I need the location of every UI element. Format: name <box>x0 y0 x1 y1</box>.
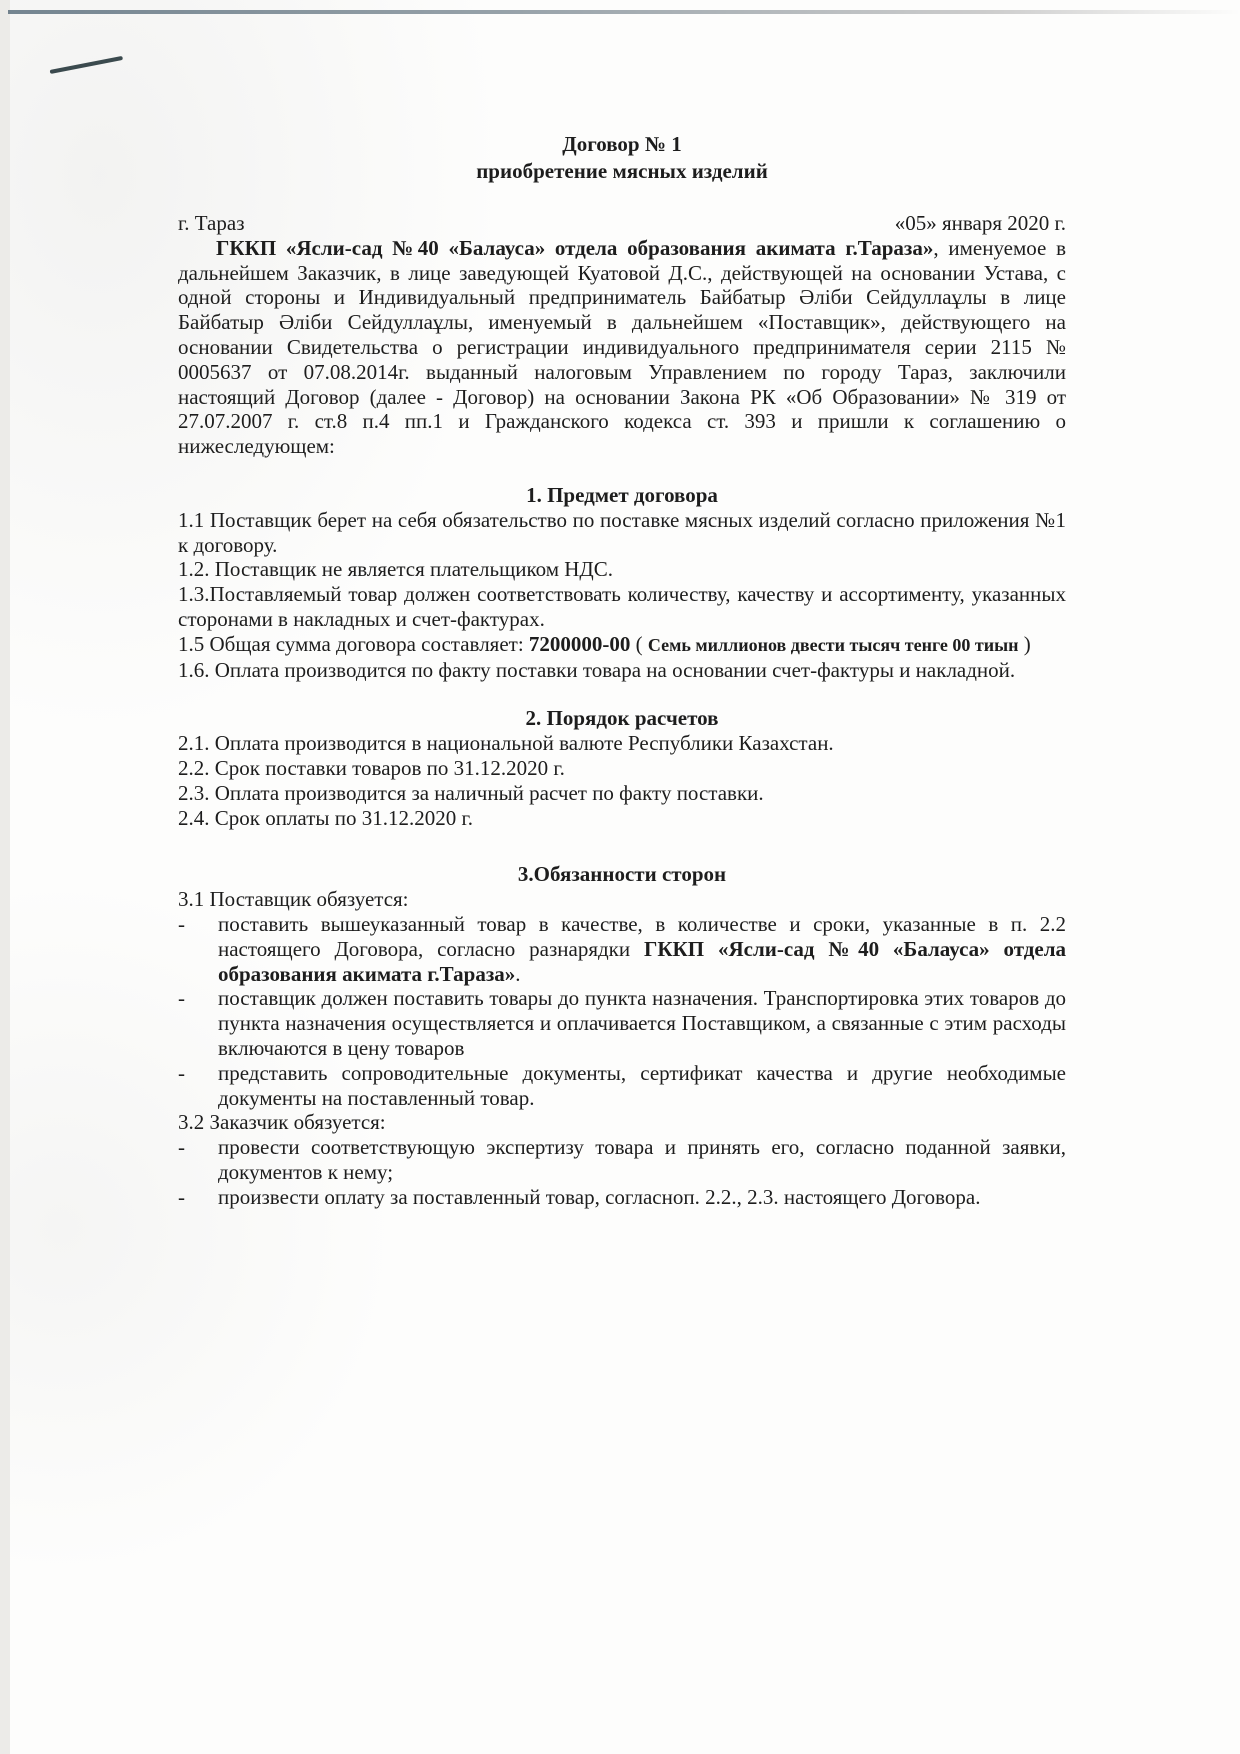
supplier-duty-1-text: поставить вышеуказанный товар в качестве, в количестве и сроки, указанные в п. 2.2 настоящего Договора, согласно разнарядки <box>218 911 1066 961</box>
list-dash: - <box>178 1135 185 1160</box>
clause-3-1: 3.1 Поставщик обязуется: <box>178 887 409 912</box>
contract-subtitle: приобретение мясных изделий <box>476 159 768 183</box>
scan-left-edge <box>0 0 10 1754</box>
supplier-duty-3-text: представить сопроводительные документы, сертификат качества и другие необходимые документы на поставленный товар. <box>218 1060 1066 1110</box>
supplier-duty-2 <box>178 986 1066 1060</box>
list-dash: - <box>178 1184 185 1209</box>
amount-in-words: Семь миллионов двести тысяч тенге 00 тиын <box>647 634 1019 655</box>
contract-amount: 7200000-00 <box>528 631 631 656</box>
clause-2-1: 2.1. Оплата производится в национальной валюте Республики Казахстан. <box>178 731 834 756</box>
supplier-duty-1-org: ГККП «Ясли-сад №40 «Балауса» отдела образования акимата г.Тараза» <box>218 936 1066 986</box>
contract-date: «05» января 2020 г. <box>894 211 1066 235</box>
supplier-duty-3 <box>178 1061 1066 1111</box>
list-dash: - <box>178 1060 185 1085</box>
customer-duty-1 <box>178 1135 1066 1185</box>
clause-1-3: 1.3.Поставляемый товар должен соответствовать количеству, качеству и ассортименту, указанных сторонами в накладных и счет-фактурах. <box>178 582 1066 631</box>
clause-2-3: 2.3. Оплата производится за наличный расчет по факту поставки. <box>178 780 764 805</box>
paren-open: ( <box>630 631 648 656</box>
supplier-duty-2-text: поставщик должен поставить товары до пункта назначения. Транспортировка этих товаров до пункта назначения осуществляется и оплачивается Поставщиком, а связанные с этим расходы включаются в цену товаров <box>218 986 1066 1060</box>
clause-2-2: 2.2. Срок поставки товаров по 31.12.2020 г. <box>178 755 565 780</box>
clause-1-2: 1.2. Поставщик не является плательщиком НДС. <box>178 557 614 582</box>
customer-duty-2 <box>178 1185 1066 1210</box>
list-dash: - <box>178 986 185 1011</box>
paren-close: ) <box>1018 631 1031 656</box>
contract-body <box>178 131 1066 1209</box>
customer-duty-1-text: провести соответствующую экспертизу товара и принять его, согласно поданной заявки, документов к нему; <box>218 1135 1066 1184</box>
section-2-title: 2. Порядок расчетов <box>525 706 719 731</box>
customer-org: ГККП «Ясли-сад №40 «Балауса» отдела образования акимата г.Тараза» <box>216 235 934 260</box>
place-date-row <box>178 211 1066 236</box>
clause-1-5-prefix: 1.5 Общая сумма договора составляет: <box>178 631 529 656</box>
contract-title: Договор № 1 <box>562 132 682 156</box>
preamble <box>178 236 1066 459</box>
supplier-duty-1 <box>178 912 1066 986</box>
preamble-text: , именуемое в дальнейшем Заказчик, в лице заведующей Куатовой Д.С., действующей на основании Устава, с одной стороны и Индивидуальный предприниматель Байбатыр Әліби Сейдуллаұлы в лице Байбатыр Әліби Сейдуллаұлы, именуемый в дальнейшем «Поставщик», действующего на основании Свидетельства о регистрации индивидуального предпринимателя серии 2115 № 0005637 от 07.08.2014г. выданный налоговым Управлением по городу Тараз, заключили настоящий Договор (далее - Договор) на основании Закона РК «Об Образовании» № 319 от 27.07.2007 г. ст.8 п.4 пп.1 и Гражданского кодекса ст. 393 и пришли к соглашению о нижеследующем: <box>178 235 1066 459</box>
supplier-duty-1-end: . <box>515 961 521 986</box>
section-1-title: 1. Предмет договора <box>526 482 718 507</box>
clause-2-4: 2.4. Срок оплаты по 31.12.2020 г. <box>178 805 473 830</box>
clause-1-1: 1.1 Поставщик берет на себя обязательство по поставке мясных изделий согласно приложения №1 к договору. <box>178 507 1066 557</box>
customer-duty-2-text: произвести оплату за поставленный товар, согласноп. 2.2., 2.3. настоящего Договора. <box>218 1184 981 1209</box>
scan-top-edge <box>8 10 1240 14</box>
clause-1-6: 1.6. Оплата производится по факту поставки товара на основании счет-фактуры и накладной. <box>178 657 1016 682</box>
staple-mark <box>50 56 123 74</box>
clause-3-2: 3.2 Заказчик обязуется: <box>178 1110 386 1135</box>
city: г. Тараз <box>178 211 245 235</box>
list-dash: - <box>178 911 185 936</box>
clause-1-5 <box>178 632 1066 658</box>
section-3-title: 3.Обязанности сторон <box>517 862 727 887</box>
